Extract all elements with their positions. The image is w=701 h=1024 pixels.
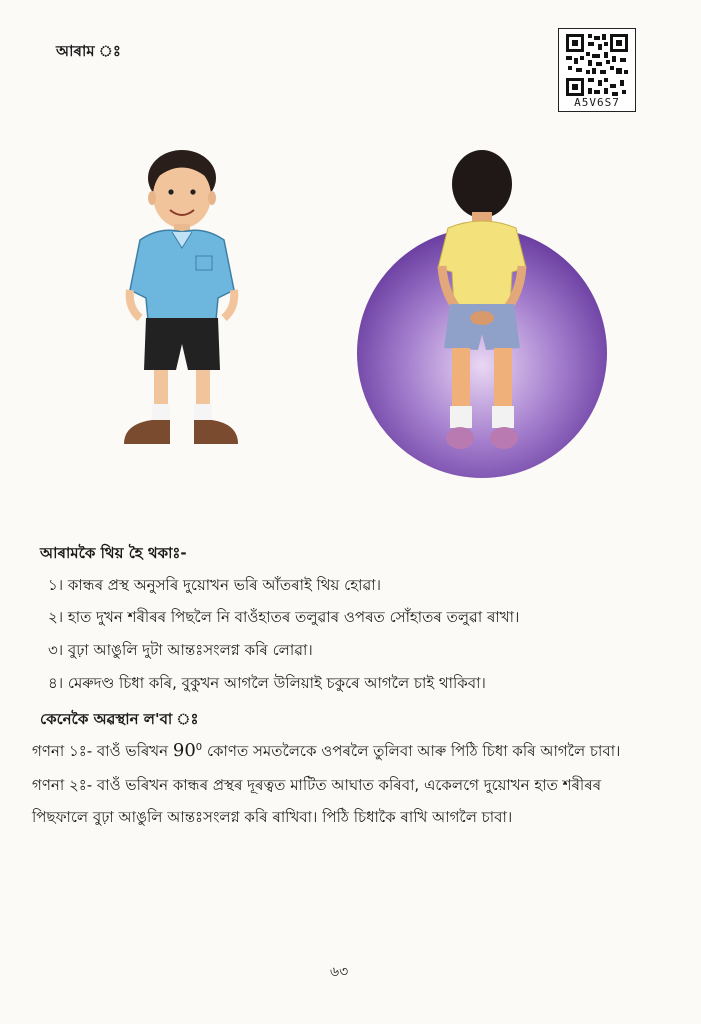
step-item: ২। হাত দুখন শৰীৰৰ পিছলৈ নি বাওঁহাতৰ তলুৱাৰ ওপৰত সোঁহাতৰ তলুৱা ৰাখা।: [48, 608, 520, 626]
step-item: ৪। মেৰুদণ্ড চিধা কৰি, বুকুখন আগলৈ উলিয়াই চকুৰে আগলৈ চাই থাকিবা।: [48, 674, 486, 692]
section-heading-rest: আৰাম ঃ: [56, 42, 121, 60]
qr-code-box[interactable]: [558, 28, 636, 112]
count-2-text-line-1: গণনা ২ঃ- বাওঁ ভৰিখন কান্ধৰ প্ৰস্থৰ দূৰত্বত মাটিত আঘাত কৰিবা, একেলগে দুয়োখন হাত শৰীৰৰ: [32, 776, 602, 794]
section-title-standing: আৰামকৈ থিয় হৈ থকাঃ-: [40, 544, 187, 562]
count-2-text-line-2: পিছফালে বুঢ়া আঙুলি আন্তঃসংলগ্ন কৰি ৰাখিবা। পিঠি চিধাকৈ ৰাখি আগলৈ চাবা।: [32, 808, 513, 826]
step-item: ৩। বুঢ়া আঙুলি দুটা আন্তঃসংলগ্ন কৰি লোৱা।: [48, 641, 313, 659]
qr-code-icon: [564, 32, 630, 98]
step-item: ১। কান্ধৰ প্ৰস্থ অনুসৰি দুয়োখন ভৰি আঁতৰাই থিয় হোৱা।: [48, 576, 381, 594]
count-1-suffix: কোণত সমতলৈকে ওপৰলৈ তুলিবা আৰু পিঠি চিধা কৰি আগলৈ চাবা।: [202, 742, 621, 760]
count-1-prefix: গণনা ১ঃ- বাওঁ ভৰিখন: [32, 742, 173, 760]
boy-back-illustration: [352, 148, 614, 478]
qr-code-label: A5V6S7: [574, 96, 620, 109]
count-1-degree: 90: [172, 740, 196, 761]
count-1-text: [32, 740, 620, 765]
section-title-position: কেনেকৈ অৱস্থান ল'বা ঃ: [40, 710, 199, 728]
boy-front-illustration: [110, 148, 250, 458]
page-number: ৬৩: [330, 964, 349, 980]
count-1-degree-sup: 0: [195, 742, 203, 753]
